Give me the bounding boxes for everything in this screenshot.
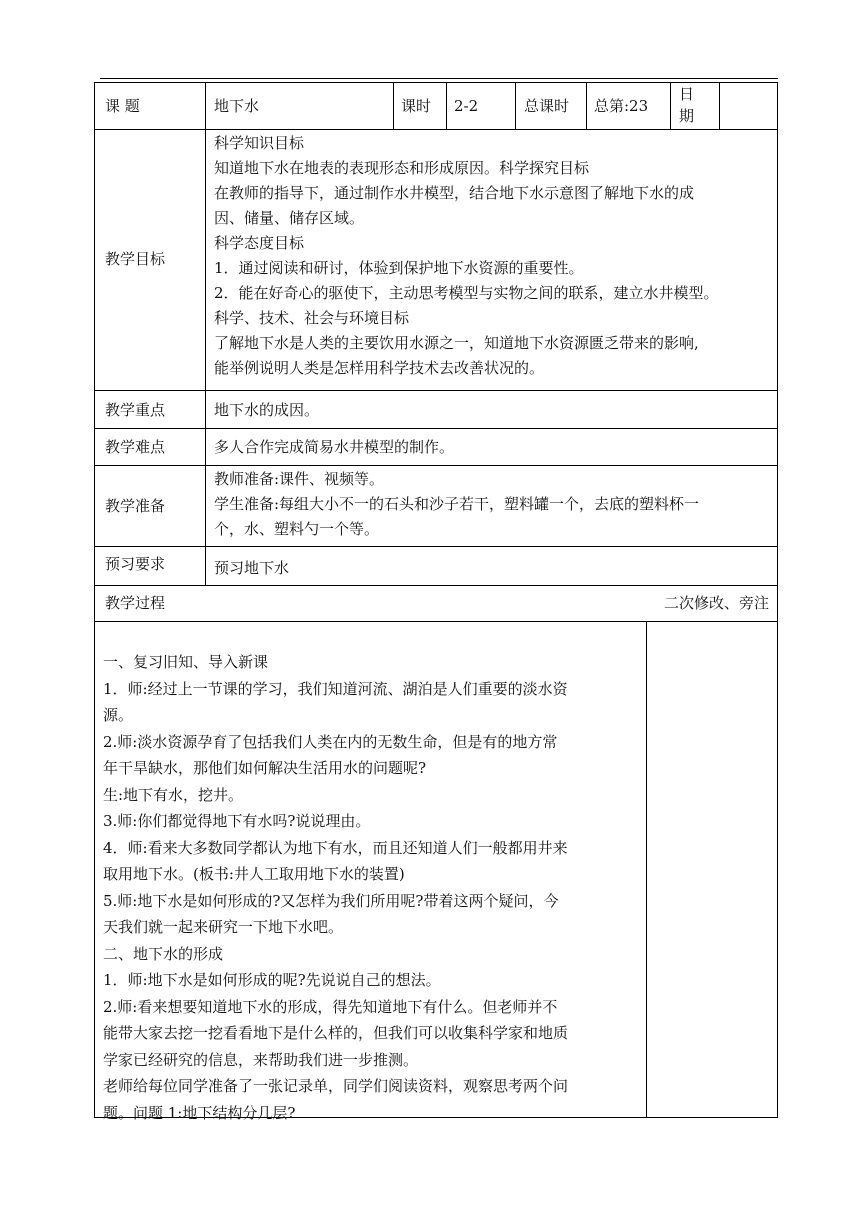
focus-cell: [205, 390, 778, 429]
objective-line: 科学态度目标: [214, 234, 305, 252]
date-label-cell: [670, 82, 720, 130]
objective-line: 科学、技术、社会与环境目标: [214, 309, 410, 327]
topic-value: 地下水: [214, 97, 260, 115]
period-cell: [446, 82, 516, 130]
preparation-label: 教学准备: [105, 497, 166, 515]
objective-line: 知道地下水在地表的表现形态和形成原因。科学探究目标: [214, 159, 590, 177]
date-cell: [719, 82, 778, 130]
preview-cell: [205, 546, 778, 586]
process-line: 二、地下水的形成: [103, 944, 224, 963]
process-text: [103, 649, 568, 1126]
period-value: 2-2: [454, 97, 479, 115]
objective-line: 因、储量、储存区域。: [214, 209, 365, 227]
process-label: 教学过程: [105, 594, 166, 612]
total-label: 总课时: [524, 97, 570, 115]
preparation-cell: [205, 465, 778, 547]
process-line: 2.师:看来想要知道地下水的形成，得先知道地下有什么。但老师并不: [103, 997, 558, 1016]
process-line: 1．师:经过上一节课的学习，我们知道河流、湖泊是人们重要的淡水资: [103, 679, 568, 698]
process-line: 生:地下有水，挖井。: [103, 785, 244, 804]
period-label-cell: [393, 82, 447, 130]
objectives-cell: [205, 129, 778, 391]
preparation-label-cell: [94, 465, 206, 547]
notes-cell: [646, 621, 778, 1118]
process-body-cell: [94, 621, 647, 1122]
preview-label: 预习要求: [105, 555, 166, 573]
process-line: 2.师:淡水资源孕育了包括我们人类在内的无数生命，但是有的地方常: [103, 732, 558, 751]
process-line: 年干旱缺水，那他们如何解决生活用水的问题呢?: [103, 759, 427, 777]
process-line: 3.师:你们都觉得地下有水吗?说说理由。: [103, 812, 371, 830]
difficulty-label: 教学难点: [105, 438, 166, 456]
date-label-2: 期: [679, 107, 695, 125]
date-label-1: 日: [679, 85, 695, 103]
difficulty-text: 多人合作完成简易水井模型的制作。: [214, 438, 455, 456]
objective-line: 能举例说明人类是怎样用科学技术去改善状况的。: [214, 359, 545, 377]
focus-text: 地下水的成因。: [214, 401, 320, 419]
objective-line: 在教师的指导下，通过制作水井模型，结合地下水示意图了解地下水的成: [214, 184, 695, 202]
header-rule: [100, 78, 778, 79]
process-line: 一、复习旧知、导入新课: [103, 653, 269, 671]
process-line: 题。问题 1:地下结构分几层?: [103, 1103, 296, 1122]
process-line: 源。: [103, 706, 134, 724]
period-label: 课时: [401, 97, 432, 115]
preparation-text: [214, 467, 699, 542]
process-line: 天我们就一起来研究一下地下水吧。: [103, 918, 344, 936]
preparation-line: 个，水、塑料勺一个等。: [214, 520, 380, 538]
process-line: 5.师:地下水是如何形成的?又怎样为我们所用呢?带着这两个疑问，今: [103, 891, 559, 910]
process-header-cell: [94, 585, 778, 622]
topic-cell: [205, 82, 394, 130]
preparation-line: 学生准备:每组大小不一的石头和沙子若干，塑料罐一个，去底的塑料杯一: [214, 495, 700, 513]
process-line: 4．师:看来大多数同学都认为地下有水，而且还知道人们一般都用井来: [103, 838, 568, 857]
preview-label-cell: [94, 546, 206, 586]
objective-line: 科学知识目标: [214, 134, 305, 152]
preparation-line: 教师准备:课件、视频等。: [214, 470, 385, 488]
difficulty-cell: [205, 428, 778, 466]
objectives-text: [214, 131, 719, 381]
focus-label-cell: [94, 390, 206, 429]
preview-text: 预习地下水: [214, 559, 290, 577]
total-label-cell: [515, 82, 587, 130]
topic-label-cell: [94, 82, 206, 130]
focus-label: 教学重点: [105, 401, 166, 419]
total-cell: [586, 82, 671, 130]
process-line: 老师给每位同学准备了一张记录单，同学们阅读资料，观察思考两个问: [103, 1077, 569, 1095]
topic-label: 课 题: [105, 97, 140, 115]
difficulty-label-cell: [94, 428, 206, 466]
objective-line: 2．能在好奇心的驱使下，主动思考模型与实物之间的联系，建立水井模型。: [214, 284, 719, 302]
objective-line: 1．通过阅读和研讨，体验到保护地下水资源的重要性。: [214, 259, 584, 277]
process-line: 取用地下水。(板书:井人工取用地下水的装置): [103, 865, 405, 883]
objectives-label: 教学目标: [105, 250, 166, 268]
total-value: 总第:23: [594, 97, 649, 115]
process-line: 学家已经研究的信息，来帮助我们进一步推测。: [103, 1050, 419, 1069]
process-line: 1．师:地下水是如何形成的呢?先说说自己的想法。: [103, 971, 441, 989]
objective-line: 了解地下水是人类的主要饮用水源之一，知道地下水资源匮乏带来的影响,: [214, 334, 699, 352]
process-line: 能带大家去挖一挖看看地下是什么样的，但我们可以收集科学家和地质: [103, 1024, 569, 1042]
notes-label: 二次修改、旁注: [663, 594, 769, 612]
objectives-label-cell: [94, 129, 206, 391]
